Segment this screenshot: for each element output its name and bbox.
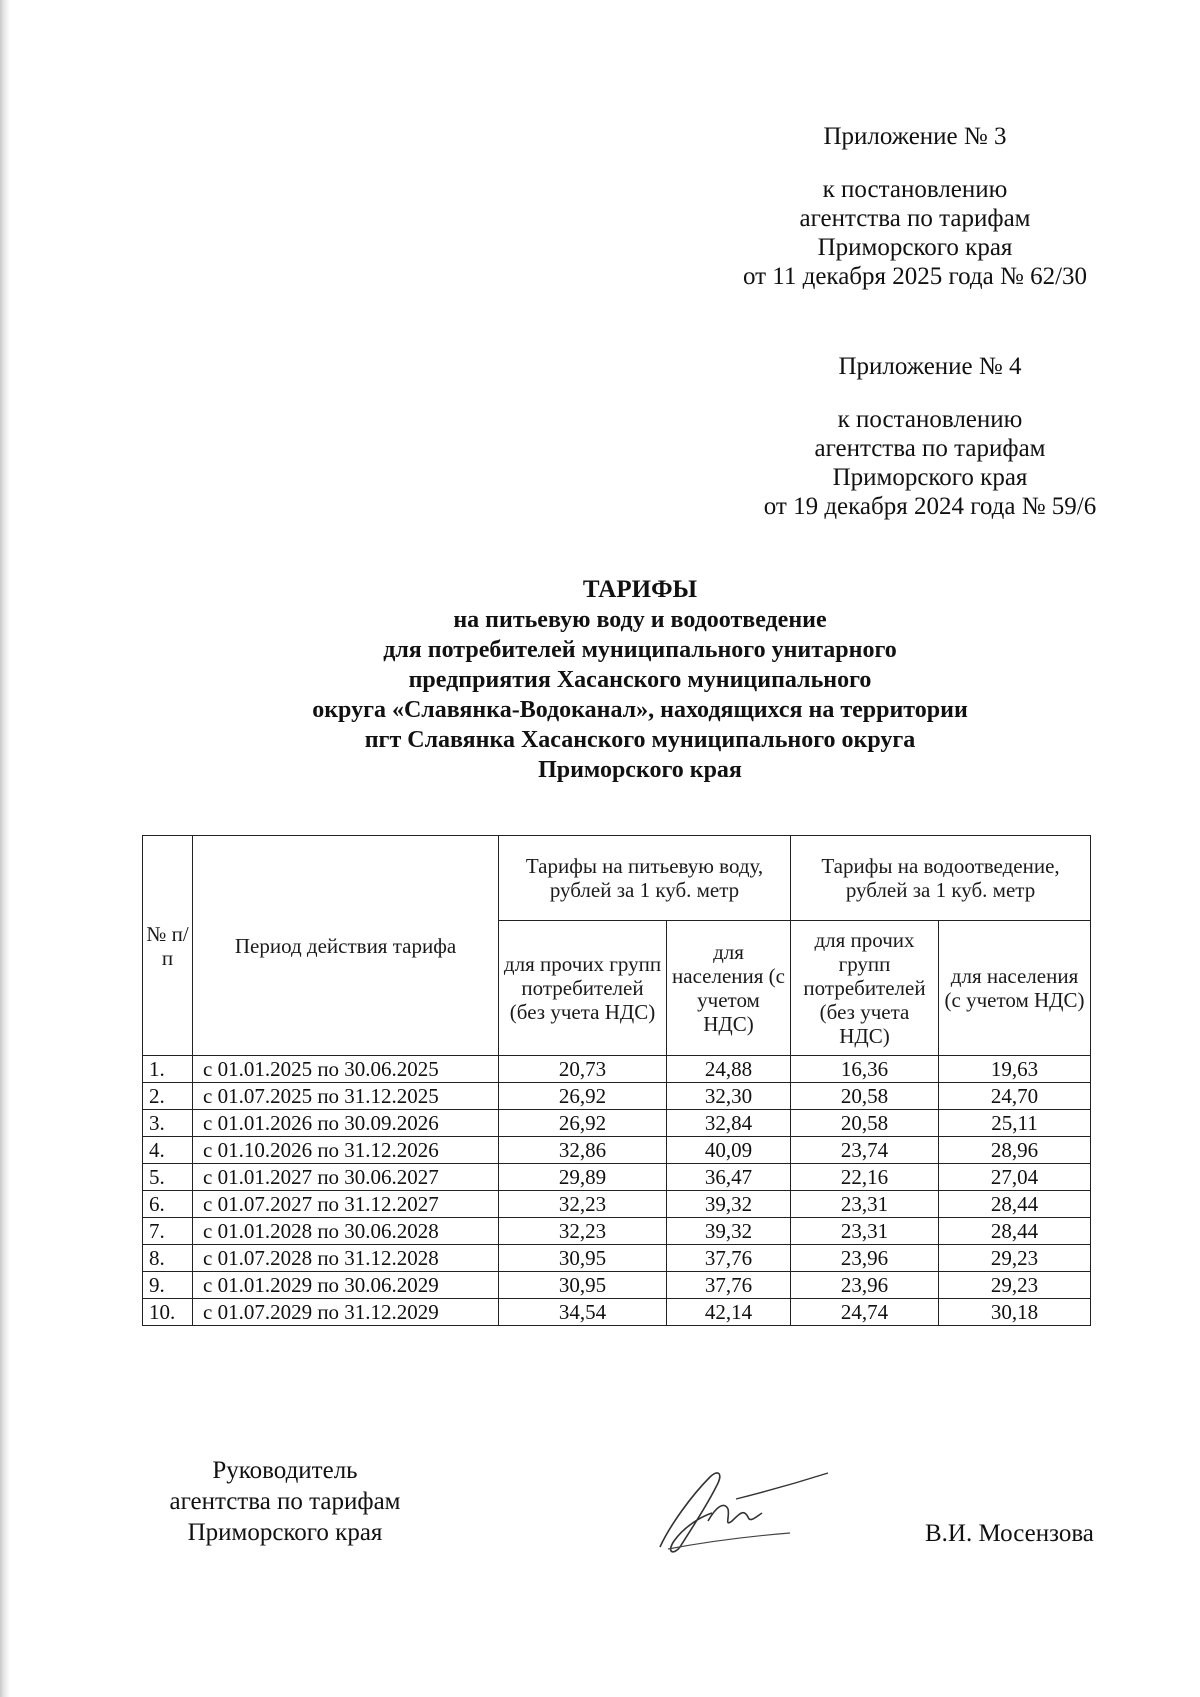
cell-sewer-population: 28,96 (939, 1137, 1091, 1164)
annex-previous-line: агентства по тарифам (814, 435, 1046, 462)
cell-water-population: 37,76 (667, 1245, 791, 1272)
cell-water-other: 32,23 (499, 1191, 667, 1218)
table-row (143, 1299, 1091, 1326)
cell-water-other: 26,92 (499, 1110, 667, 1137)
cell-sewer-population: 30,18 (939, 1299, 1091, 1326)
cell-sewer-other: 20,58 (791, 1083, 939, 1110)
annex-previous-line: к постановлению (837, 406, 1023, 433)
row-num: 2. (143, 1083, 193, 1110)
table-row (143, 1191, 1091, 1218)
heading-line: Приморского края (538, 757, 742, 783)
row-num: 5. (143, 1164, 193, 1191)
annex-current-line: Приморского края (817, 234, 1013, 261)
header-period: Период действия тарифа (193, 836, 499, 1056)
annex-previous-line: от 19 декабря 2024 года № 59/6 (763, 493, 1097, 520)
header-sewer-population: для населения (с учетом НДС) (939, 921, 1091, 1056)
tariff-table-body (143, 1056, 1091, 1326)
cell-sewer-other: 24,74 (791, 1299, 939, 1326)
row-period: с 01.01.2025 по 30.06.2025 (193, 1056, 499, 1083)
heading-line: округа «Славянка-Водоканал», находящихся на территории (312, 697, 968, 723)
heading-line: для потребителей муниципального унитарного (383, 637, 897, 663)
cell-sewer-other: 23,31 (791, 1218, 939, 1245)
annex-current-block (705, 122, 1125, 291)
annex-current-line: от 11 декабря 2025 года № 62/30 (742, 263, 1088, 290)
row-period: с 01.07.2028 по 31.12.2028 (193, 1245, 499, 1272)
row-num: 10. (143, 1299, 193, 1326)
cell-sewer-other: 23,74 (791, 1137, 939, 1164)
annex-current-line: агентства по тарифам (799, 205, 1031, 232)
row-period: с 01.07.2029 по 31.12.2029 (193, 1299, 499, 1326)
cell-water-population: 36,47 (667, 1164, 791, 1191)
row-num: 3. (143, 1110, 193, 1137)
cell-water-other: 30,95 (499, 1272, 667, 1299)
cell-sewer-population: 27,04 (939, 1164, 1091, 1191)
cell-water-population: 39,32 (667, 1191, 791, 1218)
header-water-other: для прочих групп потребителей (без учета НДС) (499, 921, 667, 1056)
annex-current-title: Приложение № 3 (823, 123, 1007, 150)
cell-water-population: 32,30 (667, 1083, 791, 1110)
table-row (143, 1272, 1091, 1299)
table-row (143, 1110, 1091, 1137)
cell-water-other: 32,23 (499, 1218, 667, 1245)
header-sewer-other: для прочих групп потребителей (без учета НДС) (791, 921, 939, 1056)
row-period: с 01.07.2025 по 31.12.2025 (193, 1083, 499, 1110)
annex-current-line: к постановлению (822, 176, 1008, 203)
annex-previous-line: Приморского края (832, 464, 1028, 491)
row-period: с 01.01.2028 по 30.06.2028 (193, 1218, 499, 1245)
cell-water-other: 34,54 (499, 1299, 667, 1326)
row-period: с 01.10.2026 по 31.12.2026 (193, 1137, 499, 1164)
header-sewer-group: Тарифы на водоотведение, рублей за 1 куб. метр (791, 836, 1091, 921)
cell-sewer-population: 25,11 (939, 1110, 1091, 1137)
heading-line: на питьевую воду и водоотведение (453, 607, 827, 633)
scan-edge-shadow (0, 0, 10, 1697)
annex-previous-title: Приложение № 4 (838, 353, 1022, 380)
header-water-population: для населения (с учетом НДС) (667, 921, 791, 1056)
table-row (143, 1218, 1091, 1245)
cell-water-population: 40,09 (667, 1137, 791, 1164)
cell-sewer-population: 28,44 (939, 1191, 1091, 1218)
table-row (143, 1137, 1091, 1164)
cell-water-other: 26,92 (499, 1083, 667, 1110)
document-heading (150, 575, 1130, 785)
position-line: Руководитель (212, 1457, 358, 1484)
cell-sewer-other: 20,58 (791, 1110, 939, 1137)
cell-water-other: 20,73 (499, 1056, 667, 1083)
heading-line: предприятия Хасанского муниципального (408, 667, 872, 693)
cell-sewer-other: 16,36 (791, 1056, 939, 1083)
row-num: 1. (143, 1056, 193, 1083)
row-num: 9. (143, 1272, 193, 1299)
heading-line: пгт Славянка Хасанского муниципального округа (364, 727, 916, 753)
table-row (143, 1083, 1091, 1110)
document-title: ТАРИФЫ (582, 576, 698, 603)
cell-water-other: 32,86 (499, 1137, 667, 1164)
header-num: № п/ п (143, 836, 193, 1056)
table-row (143, 1245, 1091, 1272)
tariff-table (142, 835, 1091, 1326)
annex-previous-block (720, 352, 1140, 521)
cell-sewer-other: 23,96 (791, 1245, 939, 1272)
table-row (143, 1056, 1091, 1083)
cell-sewer-other: 23,31 (791, 1191, 939, 1218)
row-num: 7. (143, 1218, 193, 1245)
cell-sewer-other: 22,16 (791, 1164, 939, 1191)
cell-sewer-population: 29,23 (939, 1272, 1091, 1299)
position-line: Приморского края (187, 1519, 383, 1546)
table-row (143, 1164, 1091, 1191)
signatory-position (140, 1455, 430, 1548)
row-period: с 01.07.2027 по 31.12.2027 (193, 1191, 499, 1218)
row-num: 8. (143, 1245, 193, 1272)
row-period: с 01.01.2026 по 30.09.2026 (193, 1110, 499, 1137)
cell-sewer-population: 19,63 (939, 1056, 1091, 1083)
row-period: с 01.01.2027 по 30.06.2027 (193, 1164, 499, 1191)
row-num: 4. (143, 1137, 193, 1164)
cell-sewer-population: 28,44 (939, 1218, 1091, 1245)
cell-water-population: 32,84 (667, 1110, 791, 1137)
cell-sewer-population: 29,23 (939, 1245, 1091, 1272)
header-water-group: Тарифы на питьевую воду, рублей за 1 куб. метр (499, 836, 791, 921)
cell-sewer-other: 23,96 (791, 1272, 939, 1299)
cell-water-population: 37,76 (667, 1272, 791, 1299)
cell-water-other: 30,95 (499, 1245, 667, 1272)
position-line: агентства по тарифам (169, 1488, 401, 1515)
cell-water-population: 39,32 (667, 1218, 791, 1245)
cell-water-population: 42,14 (667, 1299, 791, 1326)
row-period: с 01.01.2029 по 30.06.2029 (193, 1272, 499, 1299)
signature-icon (640, 1455, 840, 1565)
cell-water-other: 29,89 (499, 1164, 667, 1191)
row-num: 6. (143, 1191, 193, 1218)
cell-sewer-population: 24,70 (939, 1083, 1091, 1110)
cell-water-population: 24,88 (667, 1056, 791, 1083)
signer-name: В.И. Мосензова (925, 1520, 1094, 1547)
